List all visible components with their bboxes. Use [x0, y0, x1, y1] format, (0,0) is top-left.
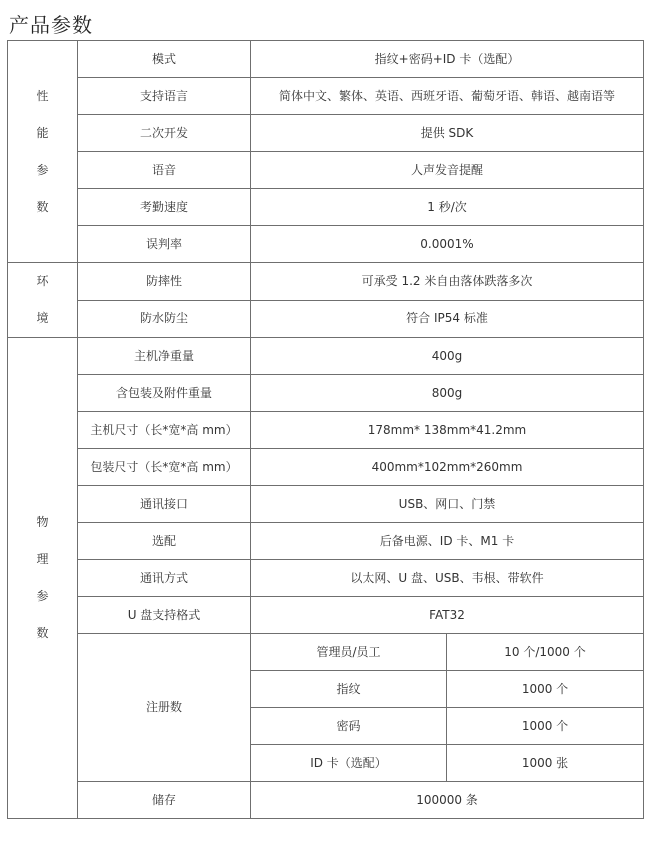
row-label: 含包装及附件重量	[78, 375, 251, 412]
table-row	[8, 115, 644, 152]
row-label: 储存	[78, 782, 251, 819]
row-label: 模式	[78, 41, 251, 78]
row-label: 支持语言	[78, 78, 251, 115]
row-label: 选配	[78, 523, 251, 560]
sub-row-value: 10 个/1000 个	[447, 634, 644, 671]
sub-row-value: 1000 个	[447, 671, 644, 708]
row-label: 通讯接口	[78, 486, 251, 523]
sub-row-label: ID 卡（选配）	[251, 745, 447, 782]
table-row	[8, 338, 644, 375]
row-value: 400mm*102mm*260mm	[251, 449, 644, 486]
group-char: 境	[36, 311, 49, 325]
row-value: 后备电源、ID 卡、M1 卡	[251, 523, 644, 560]
row-value: FAT32	[251, 597, 644, 634]
group-char: 参	[36, 589, 49, 603]
row-value: 以太网、U 盘、USB、韦根、带软件	[251, 560, 644, 597]
row-value: 400g	[251, 338, 644, 375]
group-char: 性	[36, 88, 49, 103]
row-value: 800g	[251, 375, 644, 412]
table-row	[8, 300, 644, 338]
row-label: 二次开发	[78, 115, 251, 152]
sub-row-value: 1000 个	[447, 708, 644, 745]
spec-table	[7, 40, 644, 819]
sub-row-label: 指纹	[251, 671, 447, 708]
group-char: 能	[36, 125, 49, 140]
table-row	[8, 782, 644, 819]
table-row	[8, 486, 644, 523]
row-value: 178mm* 138mm*41.2mm	[251, 412, 644, 449]
table-row	[8, 189, 644, 226]
table-row	[8, 263, 644, 301]
row-label: 主机净重量	[78, 338, 251, 375]
row-label: 考勤速度	[78, 189, 251, 226]
row-value: 人声发音提醒	[251, 152, 644, 189]
sub-row-value: 1000 张	[447, 745, 644, 782]
row-label: 语音	[78, 152, 251, 189]
group-label-physical	[8, 338, 78, 819]
group-char: 环	[36, 274, 49, 288]
row-value: 提供 SDK	[251, 115, 644, 152]
row-label: 包装尺寸（长*宽*高 mm）	[78, 449, 251, 486]
row-label: 通讯方式	[78, 560, 251, 597]
row-value: 100000 条	[251, 782, 644, 819]
table-row	[8, 78, 644, 115]
group-label-performance	[8, 41, 78, 263]
row-value: 1 秒/次	[251, 189, 644, 226]
group-char: 数	[36, 626, 49, 640]
table-row	[8, 412, 644, 449]
row-value: 可承受 1.2 米自由落体跌落多次	[251, 263, 644, 301]
table-row	[8, 597, 644, 634]
group-label-environment	[8, 263, 78, 338]
row-label: 误判率	[78, 226, 251, 263]
table-row	[8, 634, 644, 671]
page-title: 产品参数	[9, 13, 93, 37]
sub-row-label: 管理员/员工	[251, 634, 447, 671]
row-value: 指纹+密码+ID 卡（选配）	[251, 41, 644, 78]
row-value: 符合 IP54 标准	[251, 300, 644, 338]
table-row	[8, 523, 644, 560]
row-label: 主机尺寸（长*宽*高 mm）	[78, 412, 251, 449]
registration-label: 注册数	[78, 634, 251, 782]
group-char: 数	[36, 199, 49, 214]
group-char: 物	[36, 515, 49, 529]
table-row	[8, 560, 644, 597]
row-value: 0.0001%	[251, 226, 644, 263]
row-value: 简体中文、繁体、英语、西班牙语、葡萄牙语、韩语、越南语等	[251, 78, 644, 115]
group-char: 理	[36, 552, 49, 566]
table-row	[8, 375, 644, 412]
row-label: 防摔性	[78, 263, 251, 301]
table-row	[8, 449, 644, 486]
row-value: USB、网口、门禁	[251, 486, 644, 523]
sub-row-label: 密码	[251, 708, 447, 745]
row-label: U 盘支持格式	[78, 597, 251, 634]
table-row	[8, 41, 644, 78]
row-label: 防水防尘	[78, 300, 251, 338]
table-row	[8, 152, 644, 189]
table-row	[8, 226, 644, 263]
group-char: 参	[36, 162, 49, 177]
